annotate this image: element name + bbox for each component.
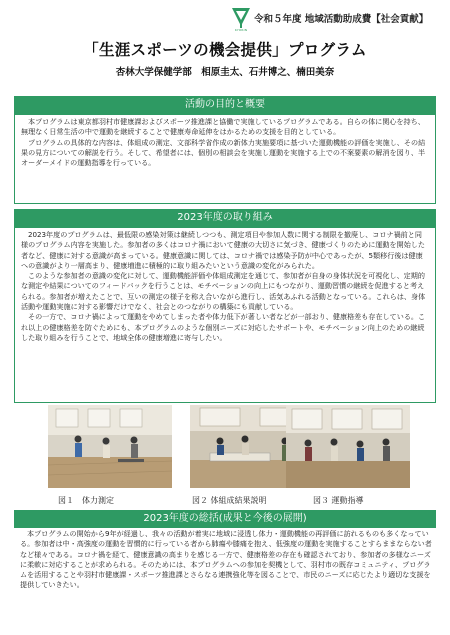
section-heading-activities: 2023年度の取り組み — [14, 209, 436, 227]
section-heading-summary: 2023年度の総括(成果と今後の展開) — [14, 510, 436, 528]
photo-fitness-test — [48, 405, 172, 488]
logo-text: KYORIN — [234, 28, 248, 32]
paragraph: 本プログラムの開始から9年が経過し、我々の活動が着実に地域に浸透し体力・運動機能の再評価に訪れるものも多くなっている。参加者は中・高強度の運動を習慣的に行っている者から肺瘍や膝痛を抱え、低強度の運動を実施することすらままならない者など様々である。コロナ禍を経て、健康意識の高まりを感じる一方で、健康格差の存在も確認されており、参加者の多様なニーズに柔軟に対応することが求められる。そのためには、本プログラムへの参加を契機として、羽村市の既存コミュニティ、プログラムを活用することや羽村市健康課・スポーツ推進課とさらなる連携強化等を図ることで、市民のニーズに応じたより適切な支援を提供していきたい。 — [20, 529, 432, 590]
paragraph: その一方で、コロナ禍によって運動をやめてしまった者や体力低下が著しい者などが一部おり、健康格差も存在している。これ以上の健康格差を防ぐためにも、本プログラムのような個別ニーズに対応したサポートや、モチベーション向上のための継続した取り組みを行うことで、地域全体の健康増進に寄与したい。 — [21, 312, 426, 342]
section-body-purpose — [14, 114, 436, 204]
section-body-activities — [14, 227, 436, 403]
paragraph: プログラムの具体的な内容は、体組成の測定、文部科学省作成の新体力実施要項に基づいた運動機能の評価を実施し、その結果の見方についての解説を行う。そして、希望者には、個別の相談会を実施し運動を実施する上での不案要素の解消を図り、半オーダーメイドの運動指導を行っている。 — [21, 137, 426, 168]
figure-caption-1: 図１ 体力測定 — [58, 496, 114, 505]
figure-caption-2: 図２ 体組成結果説明 — [192, 496, 267, 505]
paragraph: 本プログラムは東京都羽村市健康課およびスポーツ推進課と協働で実施しているプログラムである。自らの体に関心を持ち、無理なく日常生活の中で運動を継続することで健康寿命延伸をはかるための支援を目的としている。 — [21, 117, 425, 137]
header-label: 令和５年度 地域活動助成費【社会貢献】 — [254, 14, 429, 25]
authors: 杏林大学保健学部 相原圭太、石井博之、楠田美奈 — [115, 67, 335, 78]
figure-caption-3: 図３ 運動指導 — [313, 496, 364, 505]
section-heading-purpose: 活動の目的と概要 — [14, 96, 436, 114]
kyorin-logo-icon — [230, 6, 252, 30]
photo-exercise-guidance — [286, 405, 410, 488]
paragraph: このような参加者の意識の変化に対して、運動機能評価や体組成測定を通じて、参加者が自身の身体状況を可視化し、定期的な測定や結果についてのフィードバックを行うことは、モチベーションの向上にもつながり、運動習慣の継続を促進すると考えられる。参加者が増えたことで、互いの測定の様子を称え合いながら進行し、活気あふれる活動となっている。これらは、身体活動や運動実施に対する影響だけでなく、社会とのつながりの構築にも貢献している。 — [21, 271, 426, 312]
section-body-summary — [20, 529, 432, 591]
page-title: 「生涯スポーツの機会提供」プログラム — [83, 41, 367, 59]
paragraph: 2023年度のプログラムは、最低限の感染対策は継続しつつも、測定項目や参加人数に関する制限を撤廃し、コロナ禍前と同様のプログラム内容を実施した。参加者の多くはコロナ禍において健康の大切さに気づき、健康づくりのために運動を開始した者など、健康に対する意識が高まっている。健康意識に関しては、コロナ禍では感染予防が中心であったが、5類移行後は健康への意識がより一層高まり、健康増進に積極的に取り組みたいという意識の変化がみられた。 — [21, 230, 425, 270]
